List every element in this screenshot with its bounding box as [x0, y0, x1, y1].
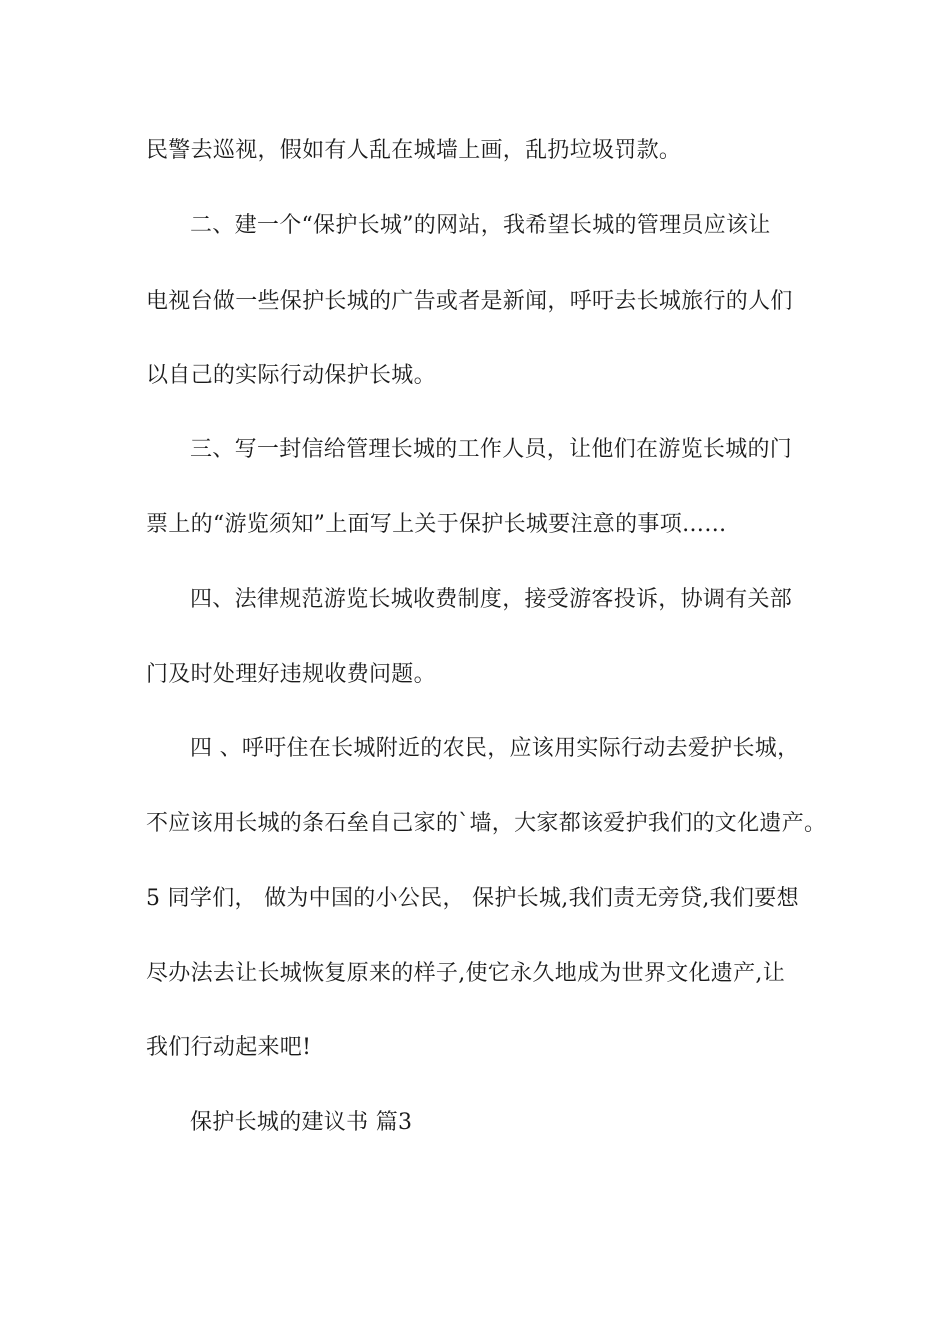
paragraph-line: 民警去巡视，假如有人乱在城墙上画，乱扔垃圾罚款。 — [146, 138, 682, 163]
paragraph-line: 电视台做一些保护长城的广告或者是新闻，呼吁去长城旅行的人们 — [146, 289, 793, 314]
paragraph-line: 以自己的实际行动保护长城。 — [146, 363, 436, 388]
paragraph-line: 不应该用长城的条石垒自己家的`墙，大家都该爱护我们的文化遗产。 — [146, 811, 827, 836]
paragraph-line: 门及时处理好违规收费问题。 — [146, 662, 436, 687]
paragraph-line: 我们行动起来吧! — [146, 1035, 312, 1060]
paragraph-line: 四、法律规范游览长城收费制度，接受游客投诉，协调有关部 — [190, 587, 793, 612]
paragraph-line: 四 、呼吁住在长城附近的农民，应该用实际行动去爱护长城， — [190, 736, 800, 761]
section-heading: 保护长城的建议书 篇3 — [190, 1110, 413, 1135]
paragraph-line: 票上的“游览须知”上面写上关于保护长城要注意的事项…… — [146, 512, 727, 537]
paragraph-line: 二、建一个“保护长城”的网站，我希望长城的管理员应该让 — [190, 213, 771, 238]
paragraph-line: 三、写一封信给管理长城的工作人员，让他们在游览长城的门 — [190, 437, 793, 462]
paragraph-line: 尽办法去让长城恢复原来的样子,使它永久地成为世界文化遗产,让 — [146, 961, 785, 986]
paragraph-line: 5 同学们， 做为中国的小公民， 保护长城,我们责无旁贷,我们要想 — [146, 886, 799, 911]
